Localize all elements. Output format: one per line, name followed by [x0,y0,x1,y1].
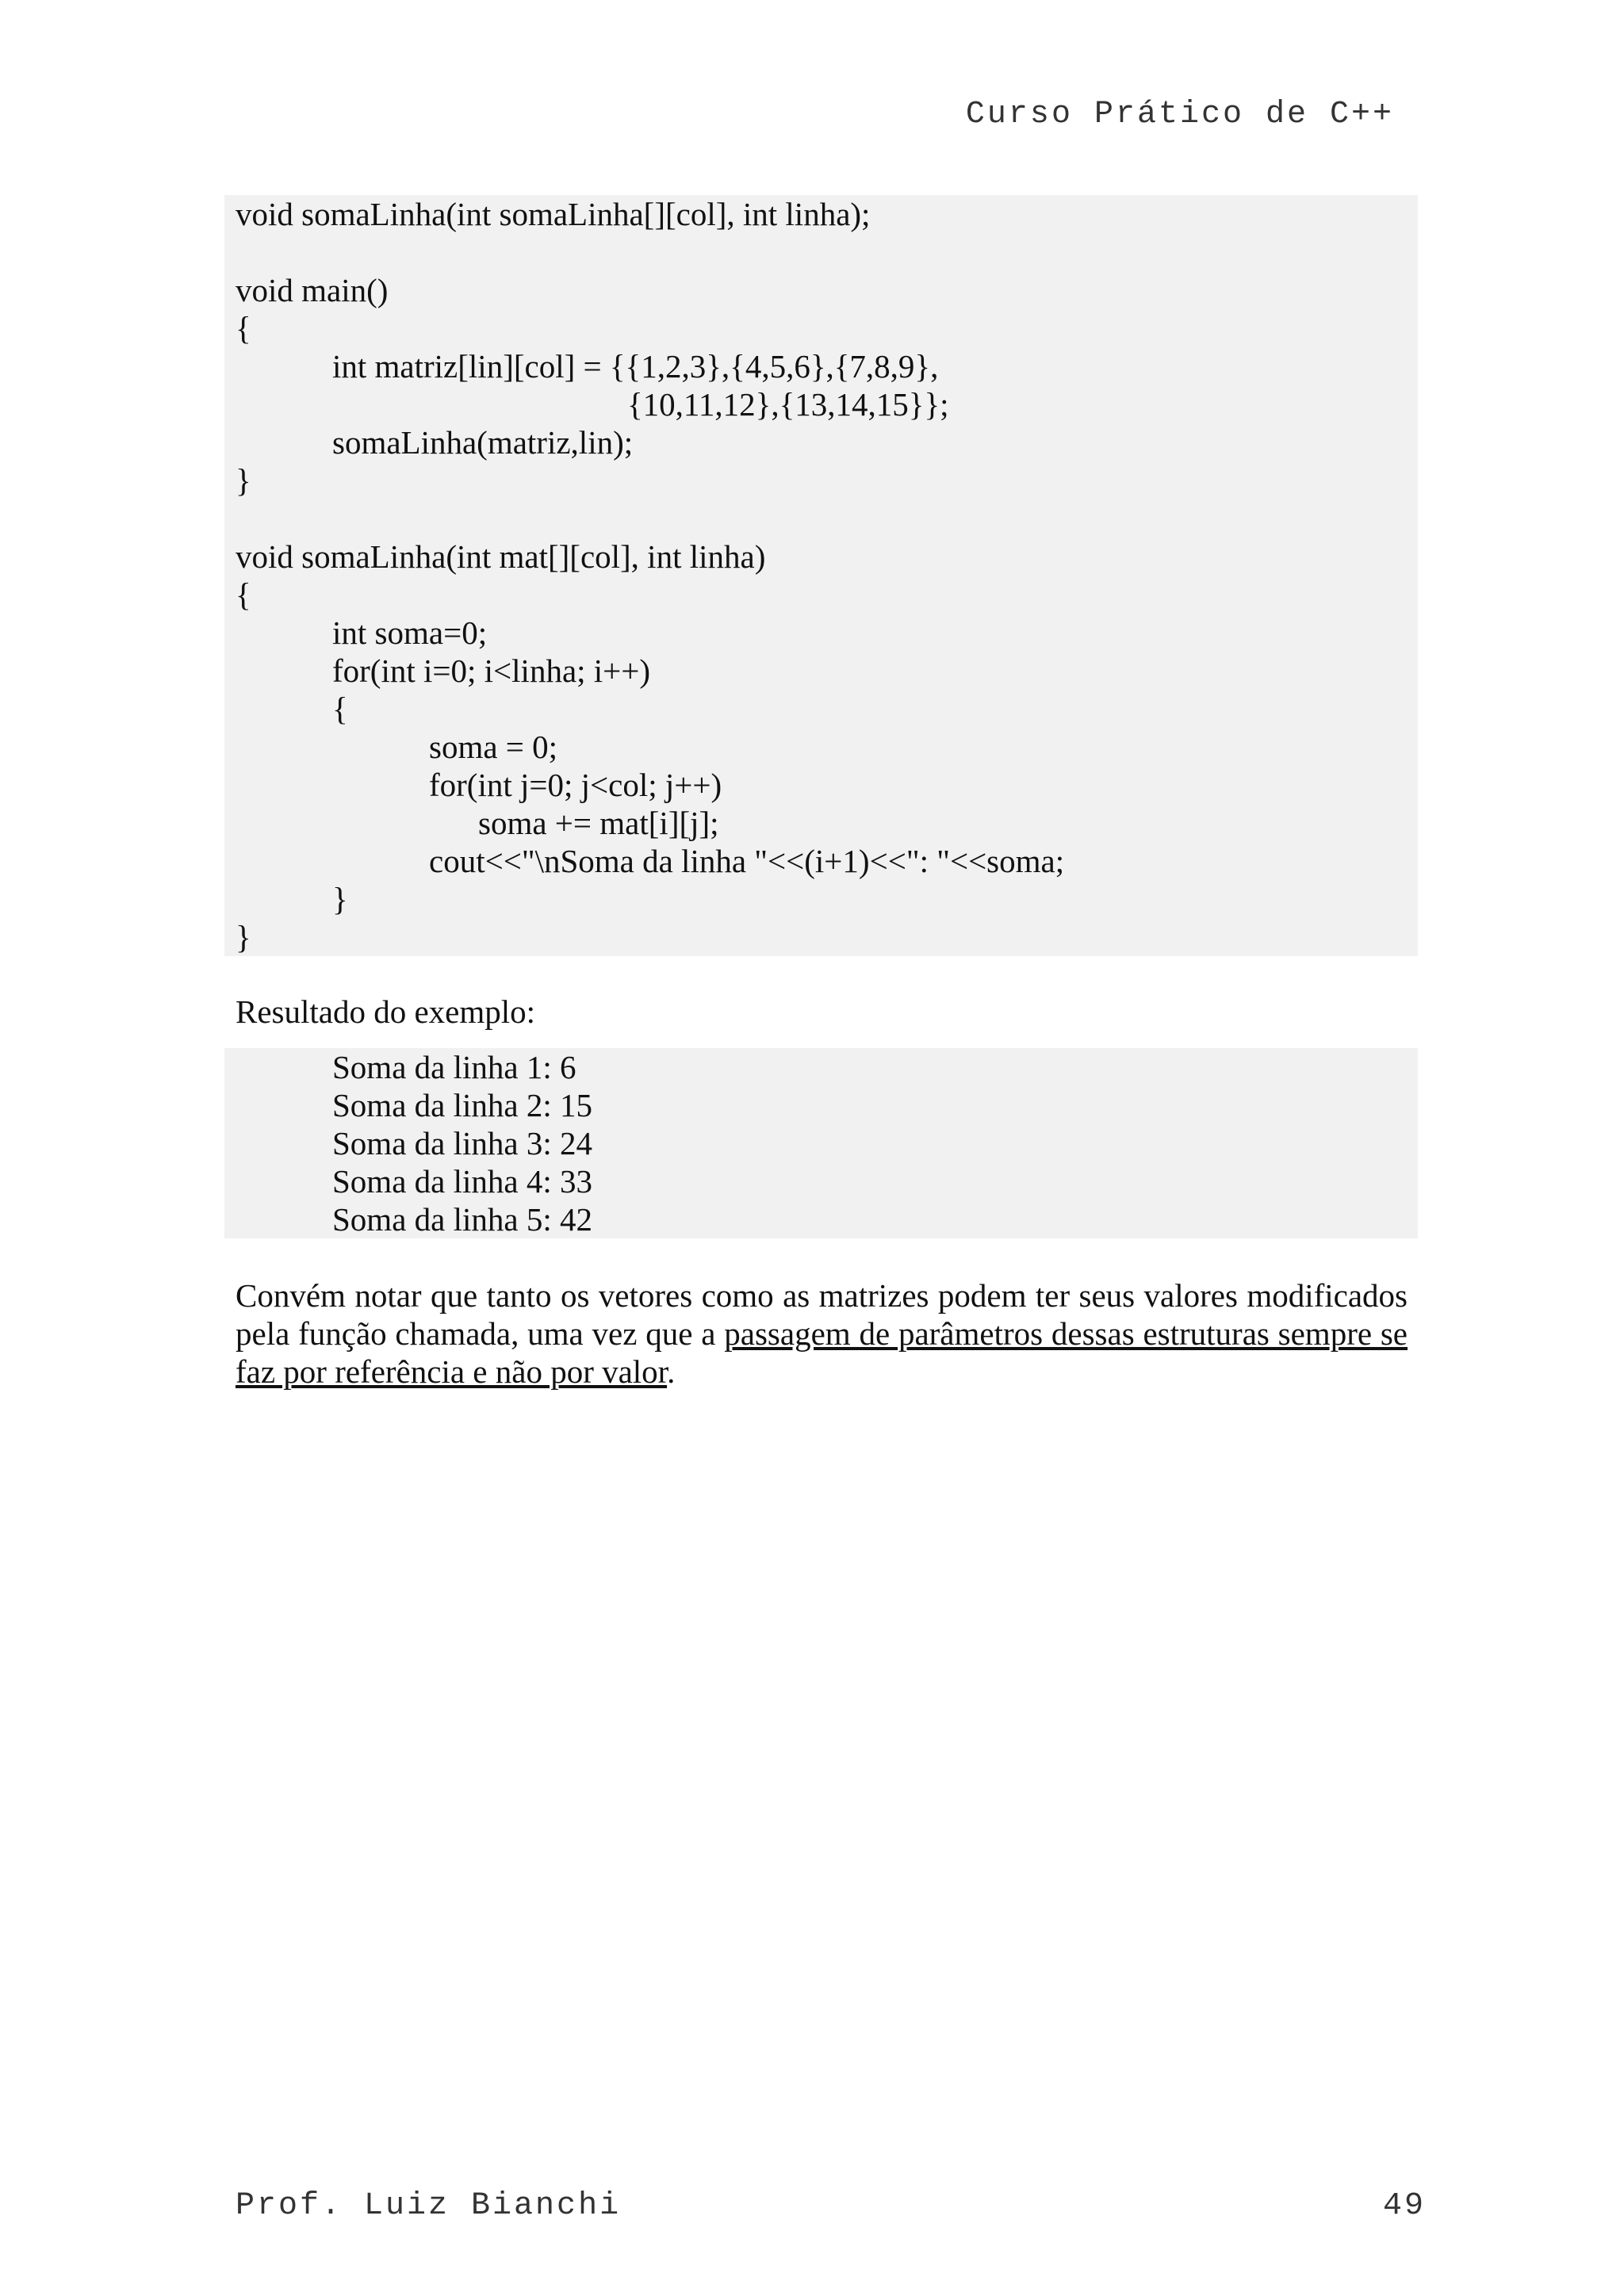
code-blank-line [224,499,1418,538]
code-line: soma += mat[i][j]; [478,805,719,841]
code-line: { [236,310,251,346]
result-line: Soma da linha 3: 24 [332,1125,592,1161]
code-line: soma = 0; [429,729,558,765]
result-label: Resultado do exemplo: [236,993,536,1030]
code-line: { [236,576,251,613]
code-line: int matriz[lin][col] = {{1,2,3},{4,5,6},{7,8,9}, [332,348,939,385]
paragraph-underlined-text: passagem de parâmetros dessas estruturas sempre se faz por referência e não por valor [236,1315,1408,1390]
result-output [224,1048,1418,1238]
code-line: {10,11,12},{13,14,15}}; [627,386,949,423]
code-line: } [332,881,348,917]
body-paragraph [236,1276,1408,1391]
result-line: Soma da linha 4: 33 [332,1163,592,1200]
code-line: void main() [236,272,389,308]
code-blank-line [224,233,1418,271]
code-line: for(int j=0; j<col; j++) [429,767,722,803]
page-number: 49 [1382,2188,1426,2224]
code-line: int soma=0; [332,614,488,651]
running-header: Curso Prático de C++ [965,97,1394,132]
code-line: for(int i=0; i<linha; i++) [332,652,651,689]
code-listing [224,195,1418,956]
code-line: { [332,691,348,727]
code-line: cout<<"\nSoma da linha "<<(i+1)<<": "<<soma; [429,843,1065,879]
code-line: } [236,919,251,955]
result-line: Soma da linha 1: 6 [332,1049,576,1085]
result-line: Soma da linha 2: 15 [332,1087,592,1123]
code-line: void somaLinha(int somaLinha[][col], int linha); [236,196,871,232]
code-line: } [236,462,251,499]
paragraph-text: Convém notar que tanto os vetores como as matrizes podem ter seus valores modificados pela função chamada, uma vez que a [236,1277,1408,1352]
footer-author: Prof. Luiz Bianchi [236,2188,622,2224]
code-line: void somaLinha(int mat[][col], int linha) [236,538,766,575]
code-line: somaLinha(matriz,lin); [332,424,634,461]
paragraph-period: . [667,1353,676,1390]
result-line: Soma da linha 5: 42 [332,1201,592,1238]
